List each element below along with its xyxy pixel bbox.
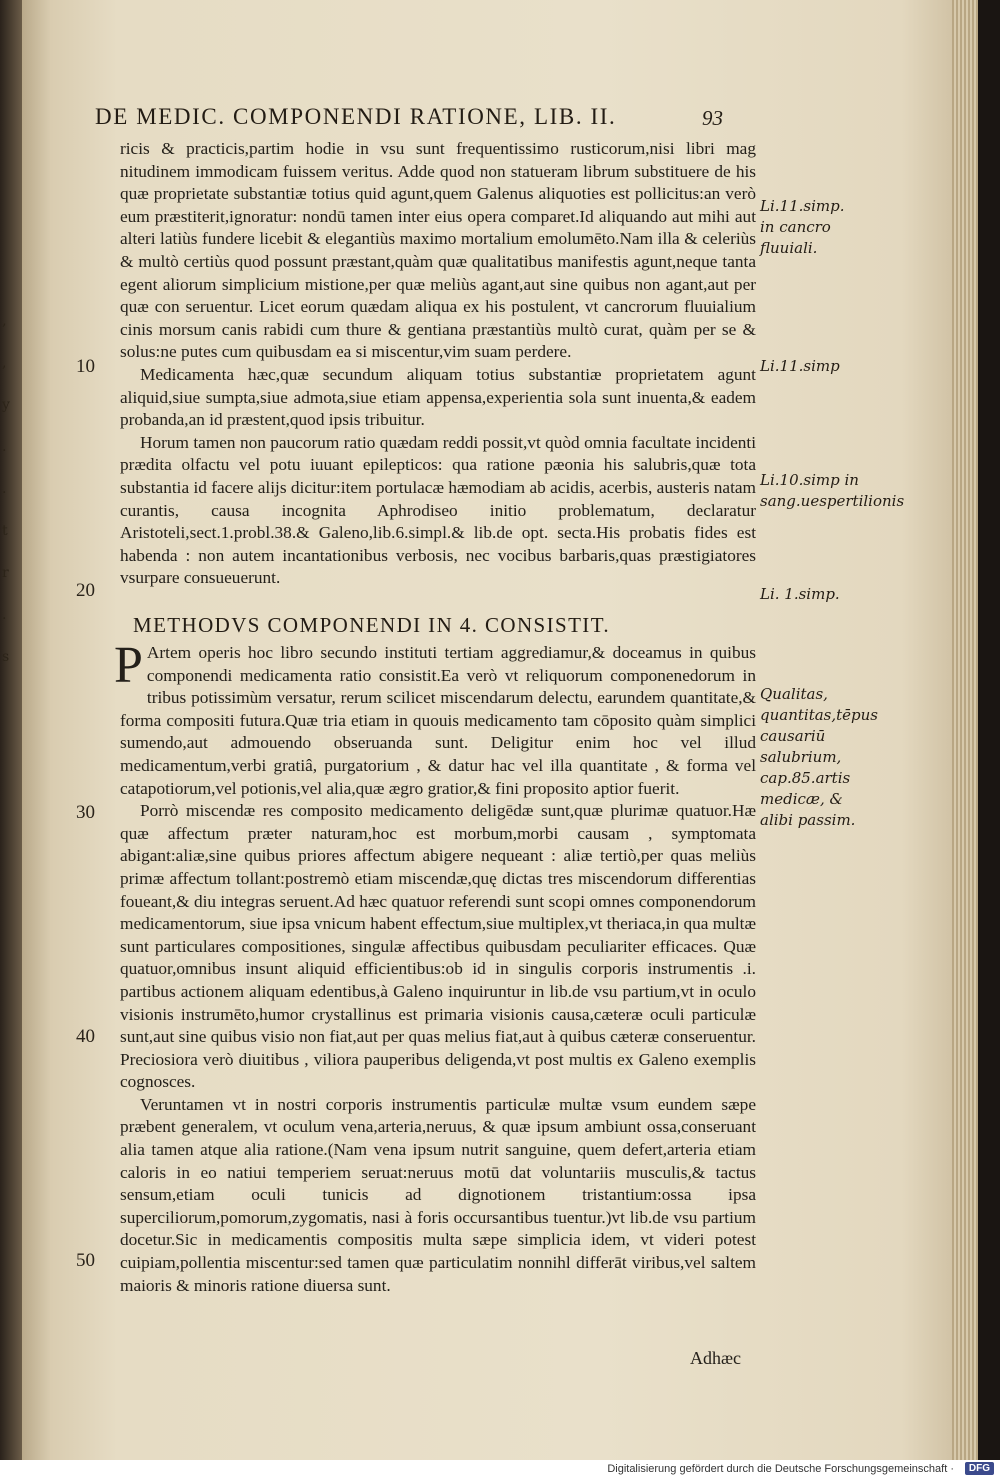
facing-page-strip <box>0 0 22 1460</box>
paragraph: Medicamenta hæc,quæ secundum aliquam totius substantiæ proprietatem agunt aliquid,siue sumpta,siue admota,siue etiam appensa,experientia sola sunt inuenta,& eadem probanda,an id præstent,quod ipsis tribuitur. <box>120 364 756 430</box>
line-number: 30 <box>76 802 95 823</box>
text-block-1 <box>120 138 756 590</box>
margin-note: Li.11.simp. in cancro fluuiali. <box>760 197 845 257</box>
page-edge <box>952 0 978 1460</box>
paragraph: ricis & practicis,partim hodie in vsu sunt frequentissimo rusticorum,nisi libri mag nitudinem immodicam fuissem veritus. Adde quod non statueram librum substituere de his quæ proprietate substantiæ totius quid agunt,quem Galenus aliquoties est pollicitus:an verò eum præstiterit,ignoratur: nondū tamen inter eius opera comparet.Id aliquando aut mihi aut alteri latiùs fundere licebit & elegantiùs maximo mortalium emolumēto.Nam illa & celeriùs & multò certiùs quod possunt præstant,quàm quæ qualitatibus manifestis agunt,neque tanta egent aliorum simplicium mistione,per quæ meliùs agant,aut sine quibus non agant,aut per quæ con seruentur. Licet eorum quædam aliqua ex his postulent, vt cancrorum fluuialium cinis morsum canis rabidi cum thure & gentiana præstantiùs multò curat, quàm per se & solus:ne putes cum quibusdam ea si miscentur,vim suam perdere. <box>120 139 756 362</box>
catchword: Adhæc <box>690 1348 741 1368</box>
facing-page-marks: ‚ , y . . t r . s <box>2 313 10 665</box>
dfg-logo: DFG <box>965 1462 994 1475</box>
line-number: 40 <box>76 1026 95 1047</box>
paragraph: Veruntamen vt in nostri corporis instrumentis particulæ multæ vsum eundem sæpe præbent generalem, vt oculum vena,arteria,neruus, & quæ ipsum ambiunt ossa,conseruant alia tamen atque alia ratione.(Nam vena ipsum nutrit sanguine, quem defert,arteria etiam caloris in eo natiui temperiem seruat:neruus motū dat voluntariis musculis,& tactus sensum,etiam oculi tunicis ad dignotionem tristantium:ossa ipsa superciliorum,pomorum,zygomatis, nasi à foris occursantibus tuentur.)vt lib.de vsu partium docetur.Sic in medicamentis compositis multa sæpe simplicia idem, vt videri potest cuipiam,pollentia miscentur:sed tamen quæ particulatim nonnihl differāt viribus,vel saltem maioris & minoris ratione diuersa sunt. <box>120 1094 756 1295</box>
line-number: 10 <box>76 356 95 377</box>
paragraph: Horum tamen non paucorum ratio quædam reddi possit,vt quòd omnia facultate incidenti prædita olfactu vel potu iuuant epilepticos: qua ratione pæonia his salubris,quæ tota substantia id facere alijs dicitur:item portulacæ hæmodiam ab acidis, acerbis, austeris natam curantis, causa incognita Aphrodiseo initio problematum, declaratur Aristoteli,sect.1.probl.38.& Galeno,lib.6.simpl.& lib.de opt. secta.His probatis fides est habenda : non autem incantationibus verbosis, nec vocibus barbaris,quas præstigiatores vsurpare consueuerunt. <box>120 432 756 588</box>
drop-cap: P <box>114 637 143 694</box>
page-number: 93 <box>702 106 723 130</box>
margin-note: Qualitas, quantitas,tēpus causariū salubrium, cap.85.artis medicæ, & alibi passim. <box>760 685 878 829</box>
running-header <box>95 104 755 130</box>
footer-bar <box>0 1460 1000 1480</box>
line-number: 50 <box>76 1250 95 1271</box>
section-title: METHODVS COMPONENDI IN 4. CONSISTIT. <box>133 613 611 637</box>
header-title: DE MEDIC. COMPONENDI RATIONE, LIB. II. <box>95 104 617 129</box>
funding-credit: Digitalisierung gefördert durch die Deutsche Forschungsgemeinschaft · <box>607 1463 954 1475</box>
text-block-2 <box>114 637 756 1297</box>
margin-note: Li.10.simp in sang.uespertilionis <box>760 471 905 510</box>
paragraph: Porrò miscendæ res composito medicamento deligēdæ sunt,quæ plurimæ quatuor.Hæ quæ affectum præter naturam,hoc est morbum,morbi causam , symptomata abigant:aliæ,sine quibus priores affectum abigere nequeant : aliæ tertiò,per quas meliùs primæ affectum tollant:postremò etiam miscendæ,quę dictas tres miscendorum differentias foueant,& diu integras seruent.Ad hæc quatuor referendi sunt scopi omnes componendorum medicamentorum, siue ipsa vnicum habent effectum,siue multiplex,vt theriaca,in qua multæ sunt particulares compositiones, singulæ affectibus quibusdam peculiariter efficaces. Quæ quatuor,omnibus insunt aliquid efficientibus:ob id in singulis corporis instrumentis .i. partibus actionem aliquam edentibus,à Galeno inquiruntur in lib.de vsu partium,vt in oculo visionis instrumēto,humor crystallinus est primaria visionis causa,cæteræ oculi particulæ sunt,aut sine quibus visio non fiat,aut per quas melius fiat,aut à quibus cæteræ conseruentur. Preciosiora verò diuitibus , viliora pauperibus deligenda,vt post multis ex Galeno exemplis cognosces. <box>120 801 756 1092</box>
margin-note: Li.11.simp <box>760 357 840 375</box>
paragraph: Artem operis hoc libro secundo instituti tertiam aggrediamur,& doceamus in quibus componendi medicamenta ratio consistit.Ea verò vt reliquorum componenedorum in tribus potissimùm versatur, rerum scilicet miscendarum delectu, earundem quantitate,& forma compositi futura.Quæ tria etiam in quouis medicamento tam cōposito quàm simplici sumendo,aut admouendo obseruanda sunt. Deligitur enim hoc vel illud medicamentum,verbi gratiâ, purgatorium , & datur hac vel illa quantitate , & forma vel catapotiorum,vel potionis,vel alia,quæ ægro gratior,& fini proposito aptior fuerit. <box>120 643 756 798</box>
margin-note: Li. 1.simp. <box>760 585 840 603</box>
line-number: 20 <box>76 580 95 601</box>
